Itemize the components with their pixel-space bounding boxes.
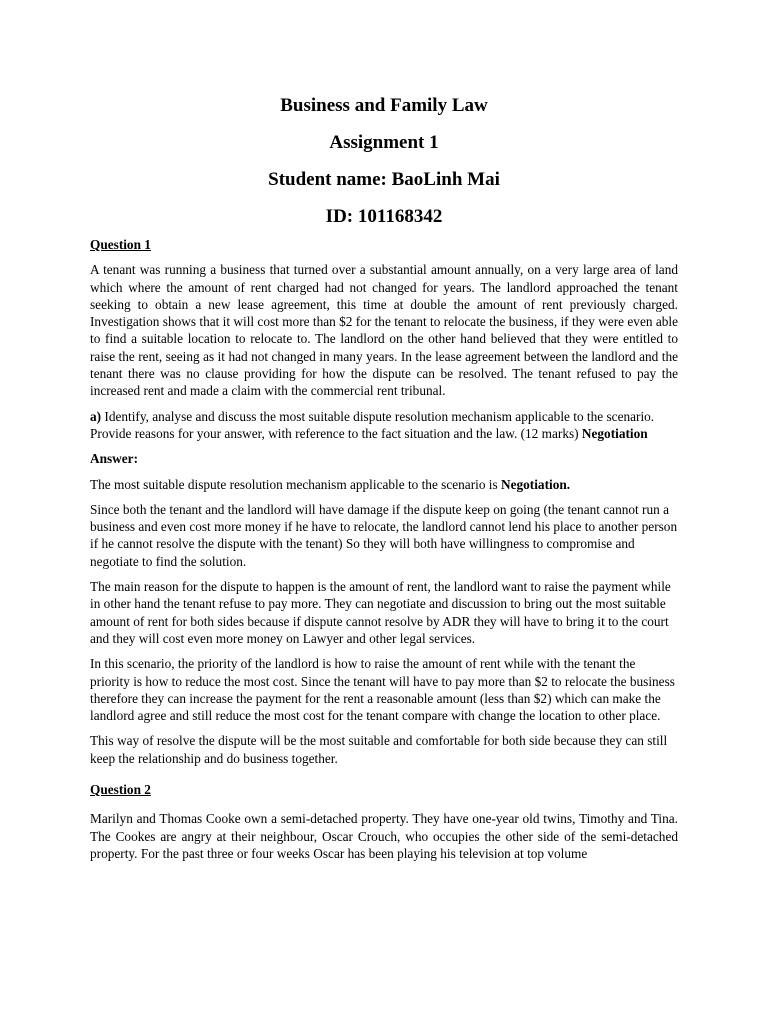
- student-name: Student name: BaoLinh Mai: [268, 169, 500, 190]
- question-2-scenario: Marilyn and Thomas Cooke own a semi-detached property. They have one-year old twins, Timothy and Tina. The Cookes are angry at their neighbour, Oscar Crouch, who occupies the other side of the semi-detached property. For the past three or four weeks Oscar has been playing his television at top volume: [90, 811, 678, 861]
- answer-intro: [90, 476, 678, 493]
- answer-paragraph: This way of resolve the dispute will be the most suitable and comfortable for both side because they can still keep the relationship and do business together.: [90, 733, 668, 766]
- document-body: [90, 236, 678, 870]
- part-a-label: a): [90, 408, 102, 424]
- assignment-title: Assignment 1: [329, 132, 439, 153]
- answer-paragraph: The main reason for the dispute to happen is the amount of rent, the landlord want to raise the payment while in other hand the tenant refuse to pay more. They can negotiate and discussion to bring out the most suitable amount of rent for both sides because if dispute cannot resolve by ADR they will have to bring it to the court and they will cost even more money on Lawyer and other legal services.: [90, 579, 671, 646]
- answer-paragraph: Since both the tenant and the landlord will have damage if the dispute keep on going (the tenant cannot run a business and even cost more money if he have to relocate, the landlord cannot lend his place to another person if he cannot resolve the dispute with the tenant) So they will both have willingness to compromise and negotiate to find the solution.: [90, 501, 678, 569]
- question-1-scenario: A tenant was running a business that turned over a substantial amount annually, on a very large area of land which where the amount of rent charged had not changed for years. The landlord approached the tenant seeking to obtain a new lease agreement, this time at double the amount of rent previously charged. Investigation shows that it will cost more than $2 for the tenant to relocate the business, if they were even able to find a suitable location to relocate to. The landlord on the other hand believed that they were entitled to raise the rent, seeing as it had not changed in many years. In the lease agreement between the landlord and the tenant there was no clause providing for how the dispute can be resolved. The tenant refused to pay the increased rent and made a claim with the commercial rent tribunal.: [90, 262, 678, 399]
- answer-paragraph: In this scenario, the priority of the landlord is how to raise the amount of rent while with the tenant the priority is how to reduce the most cost. Since the tenant will have to pay more than $2 to relocate the business therefore they can increase the payment for the rent a reasonable amount (less than $2) which can make the landlord agree and still reduce the most cost for the tenant compare with change the location to other place.: [90, 656, 675, 724]
- question-1-heading: Question 1: [90, 237, 151, 252]
- part-a-answer-tag: Negotiation: [581, 425, 648, 441]
- part-a-text: Identify, analyse and discuss the most suitable dispute resolution mechanism applicable to the scenario. Provide reasons for your answer, with reference to the fact situation and the law. (12 marks): [90, 408, 655, 441]
- student-id: ID: 101168342: [325, 206, 443, 227]
- answer-intro-bold: Negotiation.: [501, 476, 571, 492]
- question-2-heading: Question 2: [90, 782, 151, 798]
- question-1-part-a: [90, 408, 678, 443]
- course-title: Business and Family Law: [280, 95, 488, 116]
- answer-label: Answer:: [90, 451, 139, 467]
- answer-intro-text: The most suitable dispute resolution mechanism applicable to the scenario is: [90, 476, 501, 492]
